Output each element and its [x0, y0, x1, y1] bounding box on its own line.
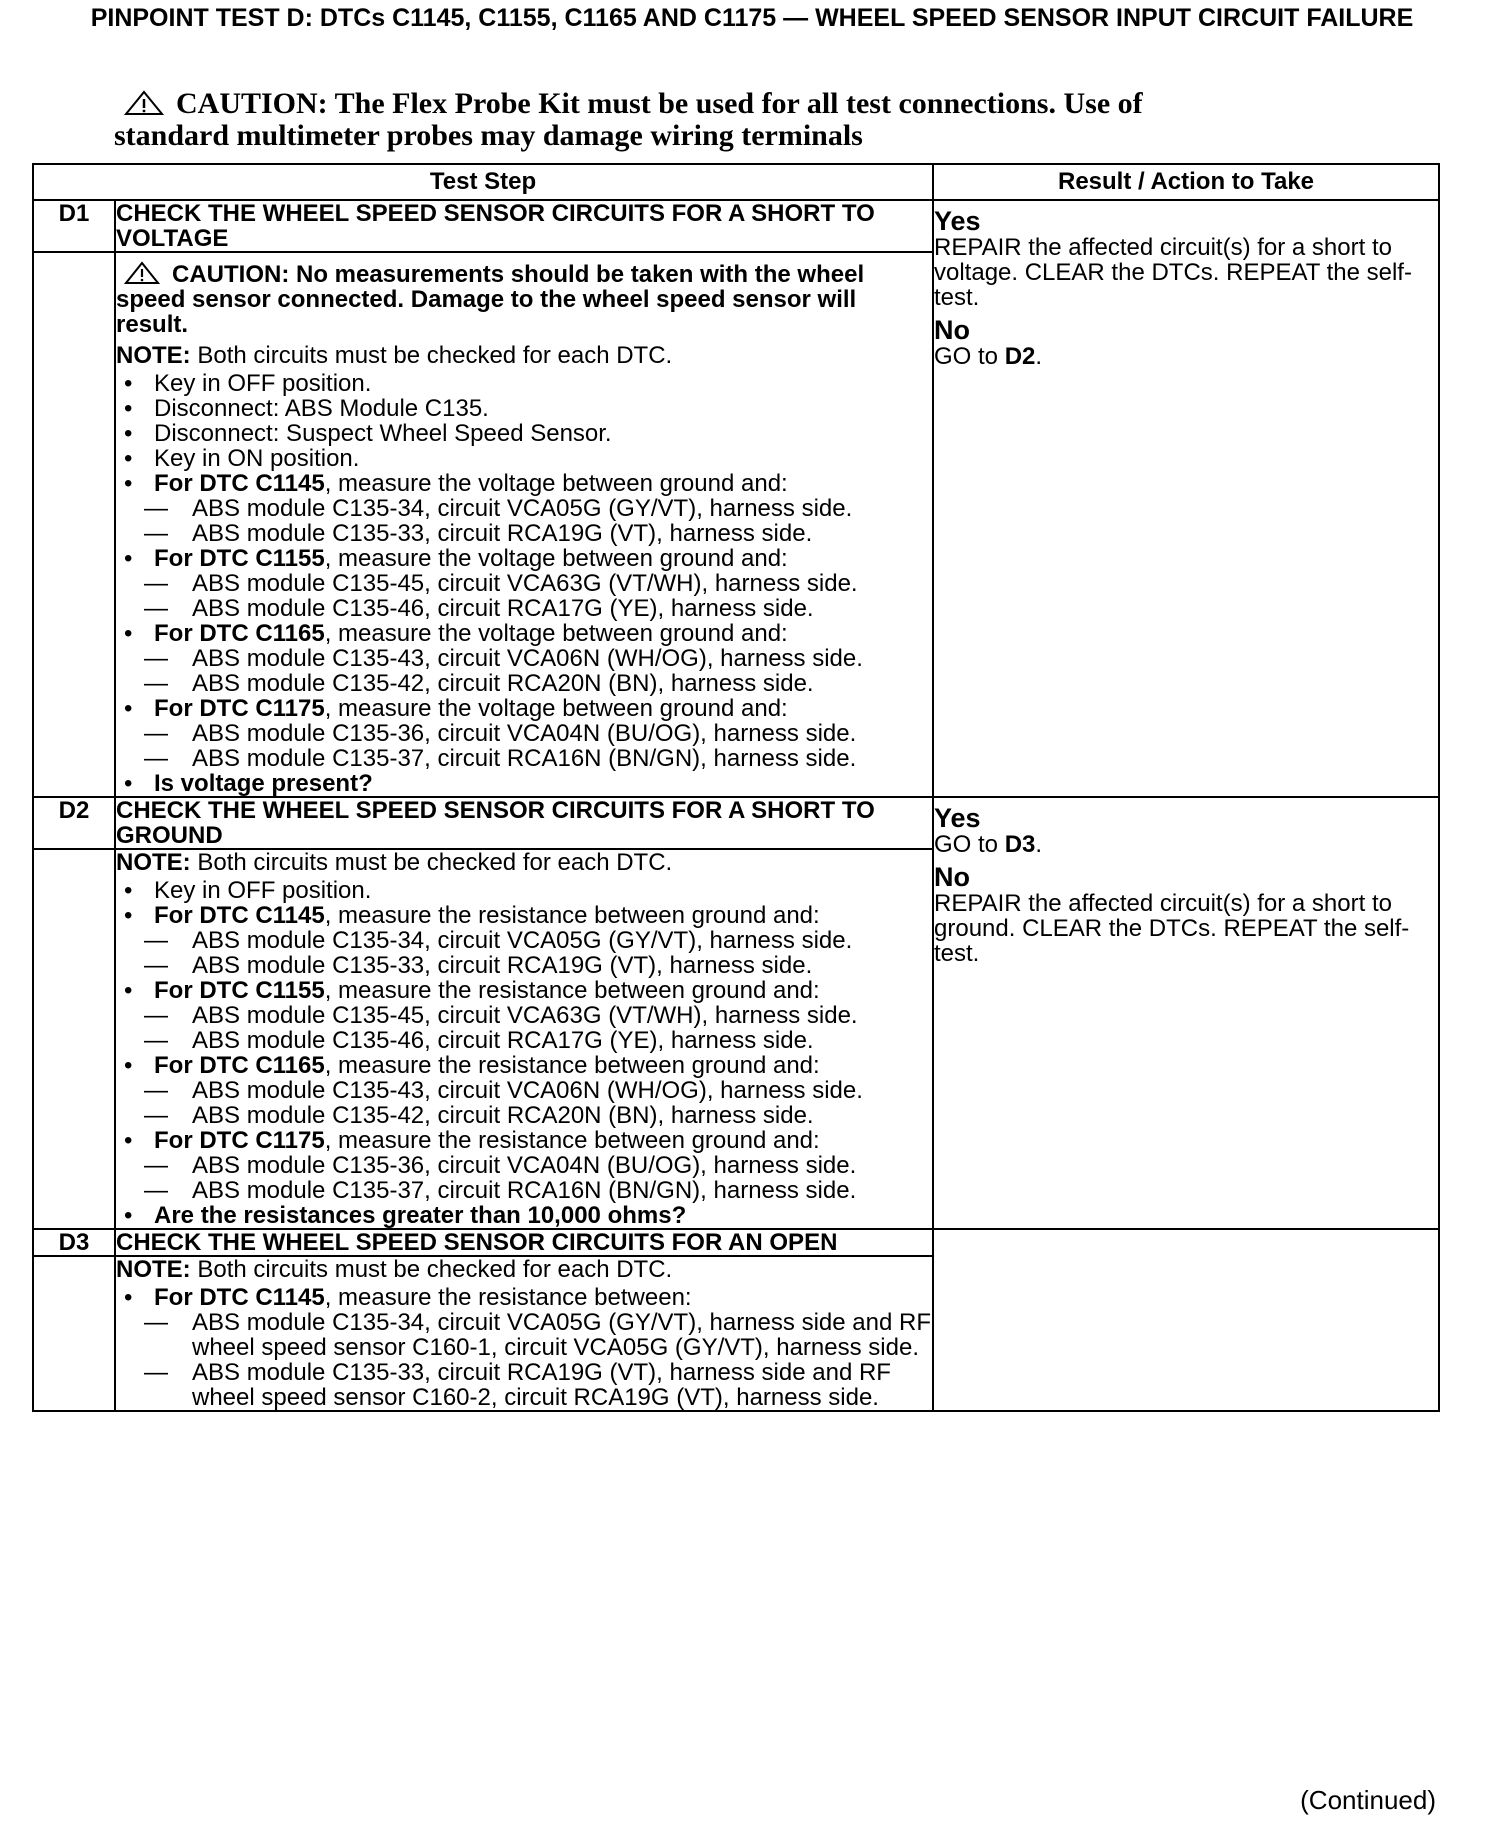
list-item: — ABS module C135-46, circuit RCA17G (YE), harness side. — [144, 596, 932, 621]
step-d2-heading: CHECK THE WHEEL SPEED SENSOR CIRCUITS FOR A SHORT TO GROUND — [115, 797, 933, 849]
list-item: — ABS module C135-45, circuit VCA63G (VT/WH), harness side. — [144, 1003, 932, 1028]
list-item: • Key in OFF position. — [116, 878, 932, 903]
continued-label: (Continued) — [1300, 1785, 1436, 1815]
list-item: • Disconnect: Suspect Wheel Speed Sensor. — [116, 421, 932, 446]
d1-question: • Is voltage present? — [116, 771, 932, 796]
step-d2-body — [115, 849, 933, 1229]
d1-no-label: No — [934, 315, 970, 345]
list-item: • For DTC C1145, measure the resistance between ground and: — ABS module C135-34, circuit VCA05G (GY/VT), harness side. — ABS module C135-33, circuit RCA19G (VT), harness side. — [116, 903, 932, 978]
list-item: — ABS module C135-46, circuit RCA17G (YE), harness side. — [144, 1028, 932, 1053]
header-test-step: Test Step — [33, 164, 933, 200]
list-item: • Disconnect: ABS Module C135. — [116, 396, 932, 421]
list-item: • For DTC C1155, measure the voltage between ground and: — ABS module C135-45, circuit VCA63G (VT/WH), harness side. — ABS module C135-46, circuit RCA17G (YE), harness side. — [116, 546, 932, 621]
step-d2-result — [933, 797, 1439, 1229]
d2-yes-text: GO to D3. — [934, 831, 1043, 858]
step-d3-body — [115, 1256, 933, 1411]
d1-action-list — [116, 371, 932, 796]
d1-goto-target: D2 — [1004, 343, 1036, 370]
table-header-row — [33, 164, 1439, 200]
list-item: — ABS module C135-42, circuit RCA20N (BN), harness side. — [144, 1103, 932, 1128]
list-item: — ABS module C135-33, circuit RCA19G (VT), harness side. — [144, 521, 932, 546]
list-item: — ABS module C135-37, circuit RCA16N (BN/GN), harness side. — [144, 1178, 932, 1203]
page-title: PINPOINT TEST D: DTCs C1145, C1155, C1165 AND C1175 — WHEEL SPEED SENSOR INPUT CIRCUIT FAILURE — [90, 4, 1414, 32]
list-item: — ABS module C135-43, circuit VCA06N (WH/OG), harness side. — [144, 1078, 932, 1103]
list-item: — ABS module C135-42, circuit RCA20N (BN), harness side. — [144, 671, 932, 696]
list-item: — ABS module C135-36, circuit VCA04N (BU/OG), harness side. — [144, 721, 932, 746]
step-d1-result — [933, 200, 1439, 797]
list-item: — ABS module C135-36, circuit VCA04N (BU/OG), harness side. — [144, 1153, 932, 1178]
d1-yes-text: REPAIR the affected circuit(s) for a short to voltage. CLEAR the DTCs. REPEAT the self-test. — [934, 234, 1412, 311]
warning-triangle-icon — [124, 90, 164, 116]
list-item: • For DTC C1145, measure the resistance between: — ABS module C135-34, circuit VCA05G (GY/VT), harness side and RF wheel speed sensor C160-1, circuit VCA05G (GY/VT), harness side. — ABS module C135-33, circuit RCA19G (VT), harness side and RF wheel speed sensor C160-2, circuit RCA19G (VT), harness side. — [116, 1285, 932, 1410]
list-item: • For DTC C1145, measure the voltage between ground and: — ABS module C135-34, circuit VCA05G (GY/VT), harness side. — ABS module C135-33, circuit RCA19G (VT), harness side. — [116, 471, 932, 546]
step-d3-head-row — [33, 1229, 1439, 1256]
d2-action-list — [116, 878, 932, 1228]
top-caution — [114, 88, 1244, 152]
step-d2-id: D2 — [33, 797, 115, 849]
d1-yes-label: Yes — [934, 206, 981, 236]
d2-question: • Are the resistances greater than 10,000 ohms? — [116, 1203, 932, 1228]
step-d3-heading: CHECK THE WHEEL SPEED SENSOR CIRCUITS FOR AN OPEN — [115, 1229, 933, 1256]
list-item: • Key in ON position. — [116, 446, 932, 471]
list-item: — ABS module C135-34, circuit VCA05G (GY/VT), harness side and RF wheel speed sensor C160-1, circuit VCA05G (GY/VT), harness side. — [144, 1310, 932, 1360]
step-d1-heading: CHECK THE WHEEL SPEED SENSOR CIRCUITS FOR A SHORT TO VOLTAGE — [115, 200, 933, 252]
list-item: • For DTC C1165, measure the resistance between ground and: — ABS module C135-43, circuit VCA06N (WH/OG), harness side. — ABS module C135-42, circuit RCA20N (BN), harness side. — [116, 1053, 932, 1128]
header-result-action: Result / Action to Take — [933, 164, 1439, 200]
step-d1-head-row — [33, 200, 1439, 252]
d2-no-label: No — [934, 862, 970, 892]
step-d2-head-row — [33, 797, 1439, 849]
list-item: — ABS module C135-37, circuit RCA16N (BN/GN), harness side. — [144, 746, 932, 771]
top-caution-text: CAUTION: The Flex Probe Kit must be used for all test connections. Use of standard multimeter probes may damage wiring terminals — [114, 87, 1143, 152]
list-item: • For DTC C1175, measure the resistance between ground and: — ABS module C135-36, circuit VCA04N (BU/OG), harness side. — ABS module C135-37, circuit RCA16N (BN/GN), harness side. — [116, 1128, 932, 1203]
list-item: • For DTC C1155, measure the resistance between ground and: — ABS module C135-45, circuit VCA63G (VT/WH), harness side. — ABS module C135-46, circuit RCA17G (YE), harness side. — [116, 978, 932, 1053]
warning-triangle-icon — [124, 261, 160, 285]
list-item: • Key in OFF position. — [116, 371, 932, 396]
d1-caution — [116, 261, 932, 337]
d1-caution-text: CAUTION: No measurements should be taken with the wheel speed sensor connected. Damage to the wheel speed sensor will result. — [116, 261, 865, 338]
step-d3-id: D3 — [33, 1229, 115, 1256]
list-item: — ABS module C135-33, circuit RCA19G (VT), harness side. — [144, 953, 932, 978]
step-d1-body — [115, 252, 933, 797]
d2-yes-label: Yes — [934, 803, 981, 833]
pinpoint-test-table — [32, 163, 1440, 1412]
d1-no-text: GO to D2. — [934, 343, 1043, 370]
list-item: • For DTC C1165, measure the voltage between ground and: — ABS module C135-43, circuit VCA06N (WH/OG), harness side. — ABS module C135-42, circuit RCA20N (BN), harness side. — [116, 621, 932, 696]
list-item: • For DTC C1175, measure the voltage between ground and: — ABS module C135-36, circuit VCA04N (BU/OG), harness side. — ABS module C135-37, circuit RCA16N (BN/GN), harness side. — [116, 696, 932, 771]
step-d3-result — [933, 1229, 1439, 1411]
list-item: — ABS module C135-43, circuit VCA06N (WH/OG), harness side. — [144, 646, 932, 671]
list-item: — ABS module C135-45, circuit VCA63G (VT/WH), harness side. — [144, 571, 932, 596]
list-item: — ABS module C135-34, circuit VCA05G (GY/VT), harness side. — [144, 496, 932, 521]
list-item: — ABS module C135-33, circuit RCA19G (VT), harness side and RF wheel speed sensor C160-2, circuit RCA19G (VT), harness side. — [144, 1360, 932, 1410]
d1-note: NOTE: Both circuits must be checked for each DTC. — [116, 342, 673, 369]
d2-goto-target: D3 — [1004, 831, 1036, 858]
d2-no-text: REPAIR the affected circuit(s) for a short to ground. CLEAR the DTCs. REPEAT the self-test. — [934, 890, 1410, 967]
list-item: — ABS module C135-34, circuit VCA05G (GY/VT), harness side. — [144, 928, 932, 953]
d3-note: NOTE: Both circuits must be checked for each DTC. — [116, 1256, 673, 1283]
d2-note: NOTE: Both circuits must be checked for each DTC. — [116, 849, 673, 876]
d3-action-list — [116, 1285, 932, 1410]
step-d1-id: D1 — [33, 200, 115, 252]
